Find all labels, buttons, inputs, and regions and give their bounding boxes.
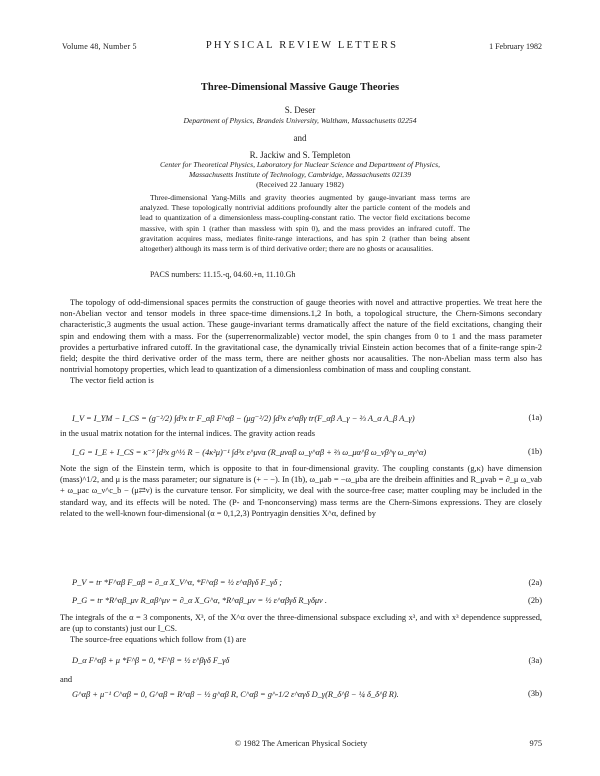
equation-2b-formula: P_G = tr *R^αβ_μν R_αβ^μν = ∂_α X_G^α, *R^αβ_μν = ½ ε^αβγδ R_γδμν . — [72, 596, 327, 605]
pacs-numbers: PACS numbers: 11.15.-q, 04.60.+n, 11.10.Gh — [150, 270, 296, 279]
equation-1b — [60, 447, 542, 459]
equation-2a-formula: P_V = tr *F^αβ F_αβ = ∂_α X_V^α, *F^αβ = ½ ε^αβγδ F_γδ ; — [72, 578, 283, 587]
discussion-paragraph — [60, 463, 542, 519]
equation-1b-formula: I_G = I_E + I_CS = κ⁻² ∫d³x g^½ R − (4κ²μ)⁻¹ ∫d³x ε^μνα (R_μναβ ω_γ^αβ + ⅔ ω_μα^β ω_νβ^γ ω_αγ^α) — [72, 448, 427, 457]
affiliation-2b: Massachusetts Institute of Technology, Cambridge, Massachusetts 02139 — [188, 170, 412, 179]
text-gravity-action: in the usual matrix notation for the internal indices. The gravity action reads — [60, 429, 315, 438]
abstract: Three-dimensional Yang-Mills and gravity theories augmented by gauge-invariant mass terms are analyzed. These topologically nontrivial additions profoundly alter the particle content of the models and lead to quantization of a dimensionless mass-coupling-constant ratio. The vector field excitations become massive, with spin 1 (rather than massless with spin 0), and the mass provides an infrared cutoff. The gravitation acquires mass, mediates finite-range interactions, and has spin 2 (rather than being absent altogether) although its mass term is of third derivative order; there are no ghosts or acausalities. — [140, 193, 470, 254]
equation-3b-formula: G^αβ + μ⁻¹ C^αβ = 0, G^αβ = R^αβ − ½ g^αβ R, C^αβ = g^-1/2 ε^αγδ D_γ(R_δ^β − ¼ δ_δ^β R). — [72, 690, 399, 699]
volume-number: Volume 48, Number 5 — [62, 42, 137, 51]
paragraph-3: Note the sign of the Einstein term, which is opposite to that in four-dimensional gravity. The coupling constants (g,κ) have dimension (mass)^1/2, and μ is the mass parameter; our signature is (+ − −). In (1b), ω_μab = −ω_μba are the dreibein affinities and R_μνab = ∂_μ ω_νab + ω_μac ω_ν^c_b − (μ⇄ν) is the curvature tensor. For simplicity, we deal with the source-free case; matter coupling may be included in the standard way, and its effects will be noted. The (P- and T-nonconserving) mass terms are the Chern-Simons expressions. They are closely related to the well-known four-dimensional (α = 0,1,2,3) Pontryagin densities X^α, defined by — [60, 464, 542, 518]
author-line-2: R. Jackiw and S. Templeton — [249, 150, 351, 160]
equation-2a — [60, 578, 542, 590]
equation-1a — [60, 413, 542, 425]
paragraph-1: The topology of odd-dimensional spaces permits the construction of gauge theories with novel and attractive properties. We treat here the non-Abelian vector and tensor models in three space-time dimensions.1,2 In both, a topological structure, the Chern-Simons secondary characteristic,3 augments the usual action. These gauge-invariant terms dramatically affect the nature of the field excitations, changing their spin and endowing them with a mass. For the (superrenormalizable) vector model, the spin changes from 0 to 1 and the mass parameter provides a perturbative infrared cutoff. In the gravitational case, the dynamically trivial Einstein action becomes that of a finite-range spin-2 field; despite the third derivative order of the mass term, there are neither ghosts nor acausalities. The non-Abelian mass term also has nontrivial homotopy properties, which lead to quantization of a dimensionless combination of mass and coupling constant. — [60, 298, 542, 375]
affiliation-2a: Center for Theoretical Physics, Laboratory for Nuclear Science and Department of Physics, — [159, 160, 440, 169]
page-number: 975 — [529, 739, 542, 748]
equation-2b-number: (2b) — [528, 596, 542, 605]
integrals-paragraph — [60, 612, 542, 646]
equation-1a-formula: I_V = I_YM − I_CS = (g⁻²/2) ∫d³x tr F_αβ F^αβ − (μg⁻²/2) ∫d³x ε^αβγ tr(F_αβ A_γ − ⅔ A_α A_β A_γ) — [72, 414, 415, 423]
affiliation-1: Department of Physics, Brandeis University, Waltham, Massachusetts 02254 — [183, 116, 417, 125]
equation-2a-number: (2a) — [528, 578, 542, 587]
equation-3a-formula: D_α F^αβ + μ *F^β = 0, *F^β = ½ ε^βγδ F_γδ — [72, 656, 230, 665]
equation-1b-number: (1b) — [528, 447, 542, 456]
equation-3a-number: (3a) — [528, 656, 542, 665]
journal-name: PHYSICAL REVIEW LETTERS — [205, 40, 399, 51]
copyright-notice: © 1982 The American Physical Society — [234, 739, 368, 748]
running-header — [62, 40, 542, 54]
equation-3a — [60, 656, 542, 668]
author-line-1: S. Deser — [284, 105, 316, 115]
paper-title: Three-Dimensional Massive Gauge Theories — [200, 82, 400, 93]
equation-1a-number: (1a) — [528, 413, 542, 422]
paragraph-4: The integrals of the α = 3 components, X³, of the X^α over the three-dimensional subspace excluding x³, and with x³ dependence suppressed, are (up to constants) just our I_CS. — [60, 613, 542, 634]
and-separator: and — [293, 133, 307, 143]
equation-2b — [60, 596, 542, 608]
paragraph-5: The source-free equations which follow from (1) are — [70, 635, 247, 645]
paragraph-2: The vector field action is — [70, 376, 154, 386]
equation-3b-number: (3b) — [528, 689, 542, 698]
gravity-intro — [60, 428, 542, 439]
intro-paragraph — [60, 297, 542, 387]
and-text — [60, 674, 542, 685]
and-connector: and — [60, 675, 73, 684]
equation-3b — [60, 689, 542, 701]
received-date: (Received 22 January 1982) — [256, 180, 344, 189]
issue-date: 1 February 1982 — [489, 42, 542, 51]
